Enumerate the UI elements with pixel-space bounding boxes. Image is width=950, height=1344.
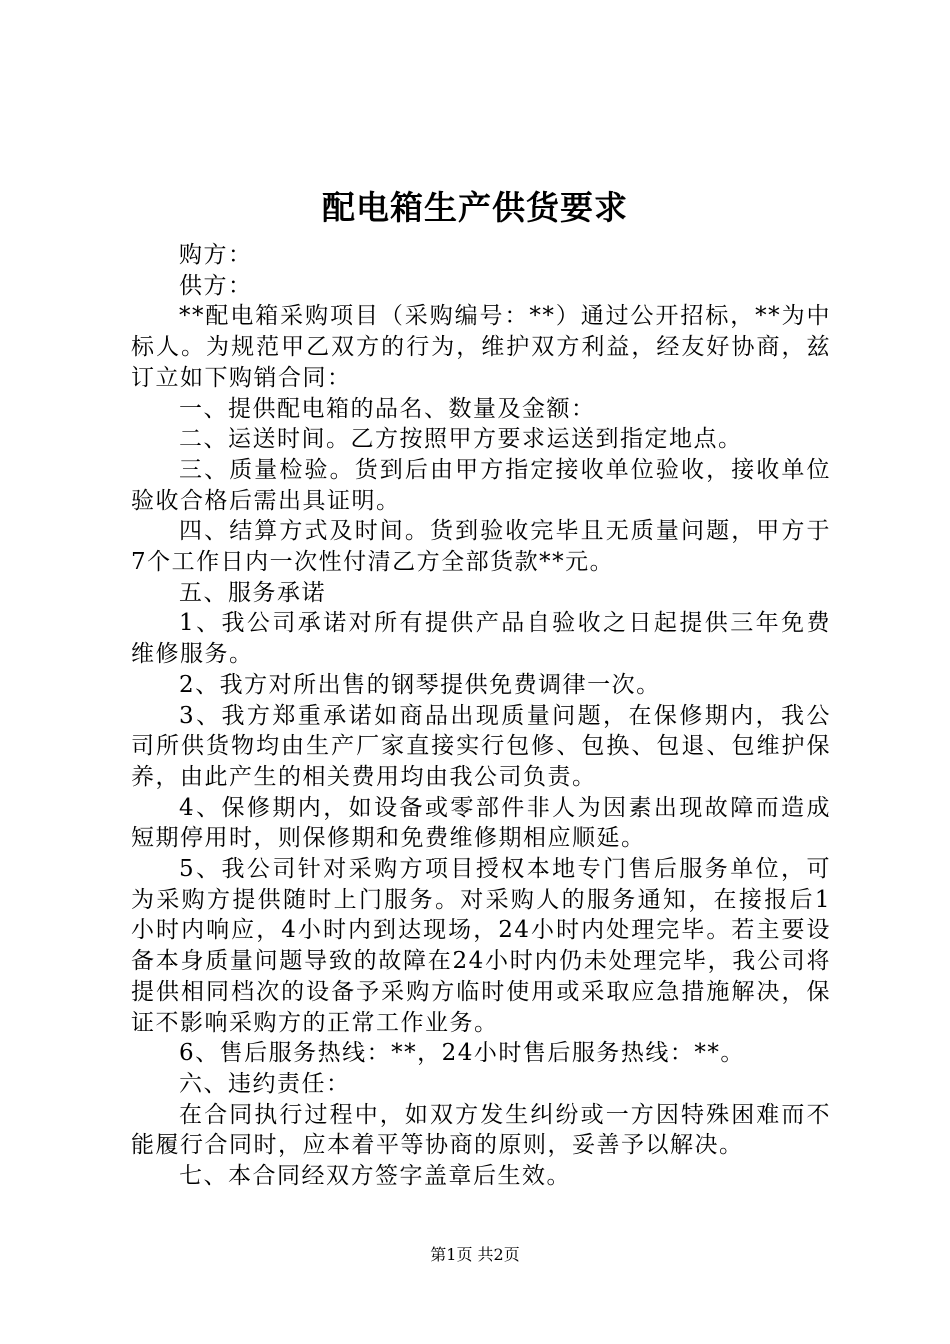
paragraph-clause-4: 四、结算方式及时间。货到验收完毕且无质量问题，甲方于7个工作日内一次性付清乙方全部货款**元。 bbox=[131, 518, 831, 576]
paragraph-intro: **配电箱采购项目（采购编号：**）通过公开招标，**为中标人。为规范甲乙双方的行为，维护双方利益，经友好协商，兹订立如下购销合同： bbox=[131, 303, 831, 391]
paragraph-service-5: 5、我公司针对采购方项目授权本地专门售后服务单位，可为采购方提供随时上门服务。对采购人的服务通知，在接报后1小时内响应，4小时内到达现场，24小时内处理完毕。若主要设备本身质量问题导致的故障在24小时内仍未处理完毕，我公司将提供相同档次的设备予采购方临时使用或采取应急措施解决，保证不影响采购方的正常工作业务。 bbox=[131, 856, 831, 1036]
paragraph-clause-5: 五、服务承诺 bbox=[179, 579, 326, 606]
paragraph-service-6: 6、售后服务热线：**，24小时售后服务热线：**。 bbox=[179, 1040, 745, 1067]
document-title: 配电箱生产供货要求 bbox=[322, 188, 628, 227]
paragraph-clause-6: 六、违约责任： bbox=[179, 1070, 351, 1097]
paragraph-service-4: 4、保修期内，如设备或零部件非人为因素出现故障而造成短期停用时，则保修期和免费维修期相应顺延。 bbox=[131, 794, 831, 852]
page-number: 第1页 共2页 bbox=[430, 1245, 520, 1264]
paragraph-service-3: 3、我方郑重承诺如商品出现质量问题，在保修期内，我公司所供货物均由生产厂家直接实行包修、包换、包退、包维护保养，由此产生的相关费用均由我公司负责。 bbox=[131, 702, 831, 790]
paragraph-clause-1: 一、提供配电箱的品名、数量及金额： bbox=[179, 395, 596, 422]
document-body bbox=[131, 240, 831, 1192]
paragraph-service-1: 1、我公司承诺对所有提供产品自验收之日起提供三年免费维修服务。 bbox=[131, 610, 831, 668]
paragraph-clause-3: 三、质量检验。货到后由甲方指定接收单位验收，接收单位验收合格后需出具证明。 bbox=[131, 456, 831, 514]
paragraph-breach-detail: 在合同执行过程中，如双方发生纠纷或一方因特殊困难而不能履行合同时，应本着平等协商的原则，妥善予以解决。 bbox=[131, 1101, 831, 1159]
paragraph-clause-2: 二、运送时间。乙方按照甲方要求运送到指定地点。 bbox=[179, 426, 743, 453]
paragraph-service-2: 2、我方对所出售的钢琴提供免费调律一次。 bbox=[179, 671, 661, 698]
paragraph-buyer: 购方： bbox=[179, 242, 253, 268]
paragraph-supplier: 供方： bbox=[179, 272, 253, 299]
paragraph-clause-7: 七、本合同经双方签字盖章后生效。 bbox=[179, 1163, 571, 1190]
